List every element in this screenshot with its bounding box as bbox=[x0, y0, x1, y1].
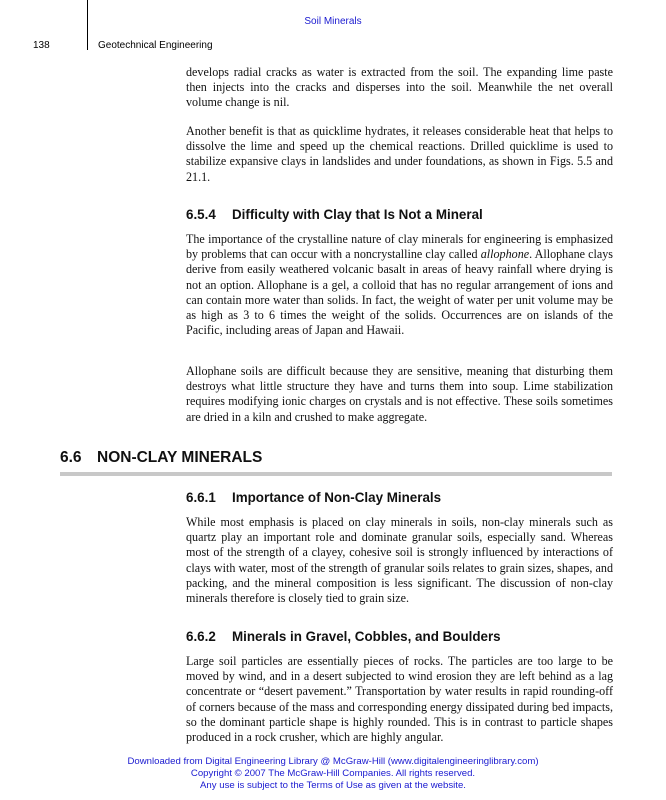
page-number: 138 bbox=[33, 40, 50, 51]
subsection-number: 6.6.2 bbox=[186, 629, 216, 644]
footer-terms: Any use is subject to the Terms of Use as given at the website. bbox=[200, 780, 466, 791]
subsection-title: Difficulty with Clay that Is Not a Mineral bbox=[232, 207, 483, 222]
subsection-number: 6.6.1 bbox=[186, 490, 216, 505]
subsection-title: Minerals in Gravel, Cobbles, and Boulders bbox=[232, 629, 501, 644]
subsection-heading-6-6-2 bbox=[186, 629, 501, 644]
paragraph-1-block bbox=[186, 65, 613, 111]
footer-copyright: Copyright © 2007 The McGraw-Hill Companies. All rights reserved. bbox=[190, 768, 476, 779]
paragraph: Allophane soils are difficult because they are sensitive, meaning that disturbing them destroys what little structure they have and turns them into soup. Lime stabilization requires modifying ionic charges on crystals and is not effective. These soils sometimes are dried in a kiln and crushed to make aggregate. bbox=[186, 364, 613, 424]
header-divider bbox=[87, 0, 88, 50]
paragraph bbox=[186, 232, 613, 338]
subsection-number: 6.5.4 bbox=[186, 207, 216, 222]
paragraph-3-block bbox=[186, 232, 613, 338]
paragraph-6-block bbox=[186, 654, 613, 745]
paragraph: Large soil particles are essentially pieces of rocks. The particles are too large to be moved by wind, and in a desert subjected to wind erosion they are left behind as a lag concentrate or “desert pavement.” Transportation by water results in rapid rounding-off of corners because of the mass and corresponding energy dissipated during bed impacts, so the dominant particle shape is highly rounded. This is in contrast to particle shapes produced in a rock crusher, which are highly angular. bbox=[186, 654, 613, 745]
running-head: Soil Minerals bbox=[304, 16, 362, 27]
subsection-heading-6-5-4 bbox=[186, 207, 483, 222]
paragraph: Another benefit is that as quicklime hydrates, it releases considerable heat that helps to dissolve the lime and speed up the chemical reactions. Drilled quicklime is used to stabilize expansive clays in landslides and under foundations, as shown in Figs. 5.5 and 21.1. bbox=[186, 124, 613, 184]
section-heading-6-6 bbox=[60, 449, 262, 467]
subsection-heading-6-6-1 bbox=[186, 490, 441, 505]
term-allophone: allophone bbox=[480, 247, 530, 262]
book-title: Geotechnical Engineering bbox=[98, 40, 213, 51]
paragraph: develops radial cracks as water is extracted from the soil. The expanding lime paste then injects into the cracks and disperses into the soil. Meanwhile the net overall volume change is nil. bbox=[186, 65, 613, 110]
section-title: NON-CLAY MINERALS bbox=[97, 449, 263, 466]
subsection-title: Importance of Non-Clay Minerals bbox=[232, 490, 442, 505]
paragraph-4-block bbox=[186, 364, 613, 425]
footer-link[interactable]: Downloaded from Digital Engineering Library @ McGraw-Hill (www.digitalengineeringlibrary.com) bbox=[127, 756, 539, 767]
paragraph-5-block bbox=[186, 515, 613, 606]
paragraph-text: . Allophane clays derive from easily weathered volcanic basalt in areas of heavy rainfall where drying is not an option. Allophane is a gel, a colloid that has no regular arrangement of ions and can contain more water than solids. In fact, the weight of water per unit volume may be as high as 3 to 6 times the weight of the solids. Occurrences are on islands of the Pacific, including areas of Japan and Hawaii. bbox=[186, 247, 613, 338]
section-number: 6.6 bbox=[60, 449, 82, 466]
section-rule bbox=[60, 472, 612, 476]
paragraph-2-block bbox=[186, 124, 613, 185]
paragraph-text: The importance of the crystalline nature of clay minerals for engineering is emphasized by problems that can occur with a noncrystalline clay called bbox=[186, 232, 613, 262]
paragraph: While most emphasis is placed on clay minerals in soils, non-clay minerals such as quartz play an important role and dominate granular soils, especially sand. Whereas most of the strength of a clayey, cohesive soil is strongly influenced by interactions of clays with water, most of the strength of granular soils relates to grain sizes, shapes, and packing, and the mineral composition is less significant. The discussion of non-clay minerals therefore is closely tied to grain size. bbox=[186, 515, 613, 606]
